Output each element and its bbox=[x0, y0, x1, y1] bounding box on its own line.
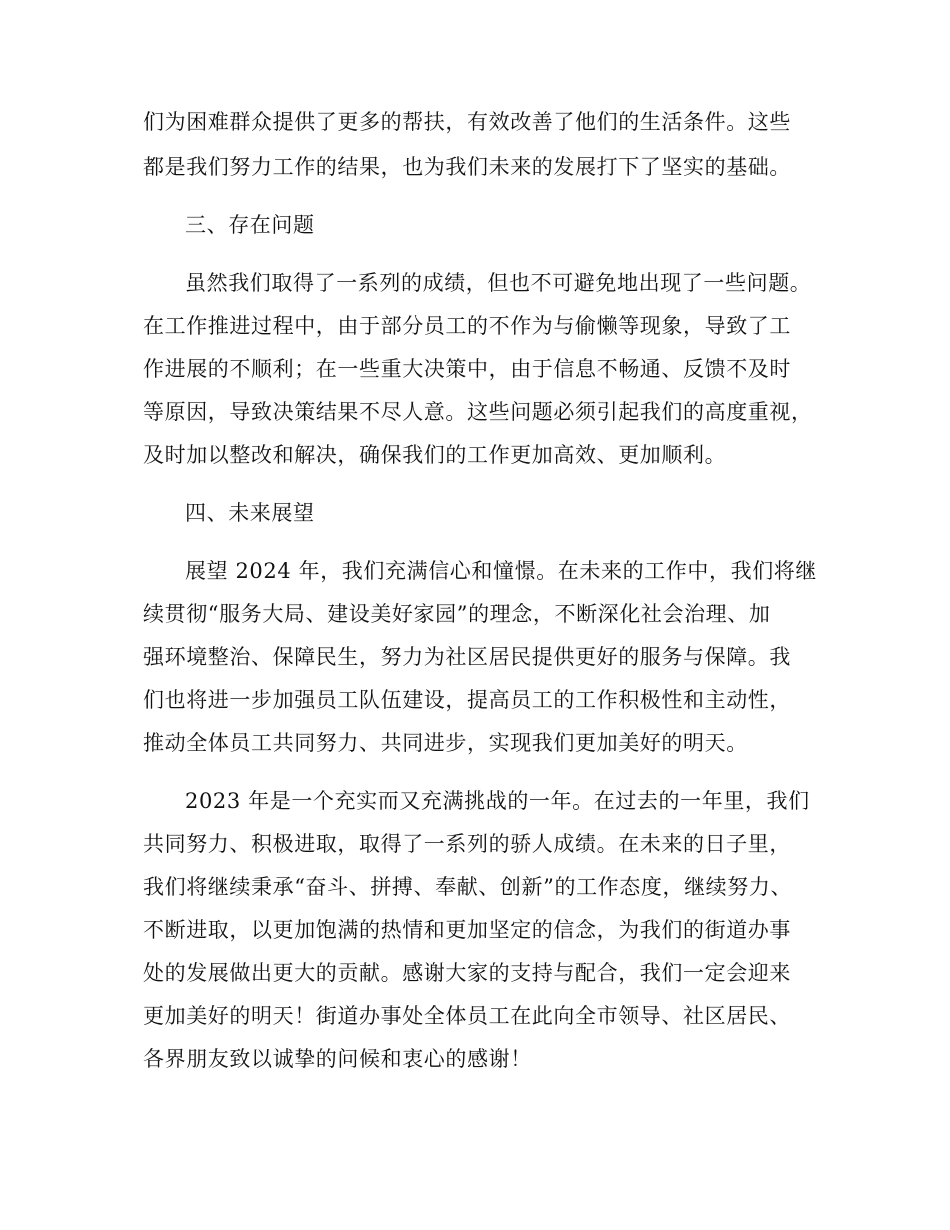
text-line: 及时加以整改和解决，确保我们的工作更加高效、更加顺利。 bbox=[143, 443, 727, 467]
text-line: 共同努力、积极进取，取得了一系列的骄人成绩。在未来的日子里， bbox=[143, 832, 791, 856]
text-line: 在工作推进过程中，由于部分员工的不作为与偷懒等现象，导致了工 bbox=[143, 314, 791, 338]
text-line: 们也将进一步加强员工队伍建设，提高员工的工作积极性和主动性， bbox=[143, 688, 791, 712]
text-line: 各界朋友致以诚挚的问候和衷心的感谢！ bbox=[143, 1047, 532, 1071]
text-line: 都是我们努力工作的结果，也为我们未来的发展打下了坚实的基础。 bbox=[143, 155, 791, 179]
text-line: 强环境整治、保障民生，努力为社区居民提供更好的服务与保障。我 bbox=[143, 645, 791, 669]
text-line: 等原因，导致决策结果不尽人意。这些问题必须引起我们的高度重视， bbox=[143, 400, 813, 424]
text-line: 不断进取，以更加饱满的热情和更加坚定的信念，为我们的街道办事 bbox=[143, 918, 791, 942]
text-line: 我们将继续秉承“奋斗、拼搏、奉献、创新”的工作态度，继续努力、 bbox=[143, 875, 793, 899]
text-line: 们为困难群众提供了更多的帮扶，有效改善了他们的生活条件。这些 bbox=[143, 110, 791, 134]
text-line: 更加美好的明天！街道办事处全体员工在此向全市领导、社区居民、 bbox=[143, 1004, 791, 1028]
text-line: 展望 2024 年，我们充满信心和憧憬。在未来的工作中，我们将继 bbox=[185, 559, 817, 583]
text-line: 作进展的不顺利；在一些重大决策中，由于信息不畅通、反馈不及时 bbox=[143, 357, 791, 381]
text-line: 虽然我们取得了一系列的成绩，但也不可避免地出现了一些问题。 bbox=[185, 271, 812, 295]
text-line: 处的发展做出更大的贡献。感谢大家的支持与配合，我们一定会迎来 bbox=[143, 961, 791, 985]
text-line: 2023 年是一个充实而又充满挑战的一年。在过去的一年里，我们 bbox=[185, 789, 810, 813]
section-heading-outlook: 四、未来展望 bbox=[185, 501, 315, 525]
text-line: 续贯彻“服务大局、建设美好家园”的理念，不断深化社会治理、加 bbox=[143, 602, 771, 626]
text-line: 推动全体员工共同努力、共同进步，实现我们更加美好的明天。 bbox=[143, 731, 748, 755]
section-heading-problems: 三、存在问题 bbox=[185, 213, 315, 237]
